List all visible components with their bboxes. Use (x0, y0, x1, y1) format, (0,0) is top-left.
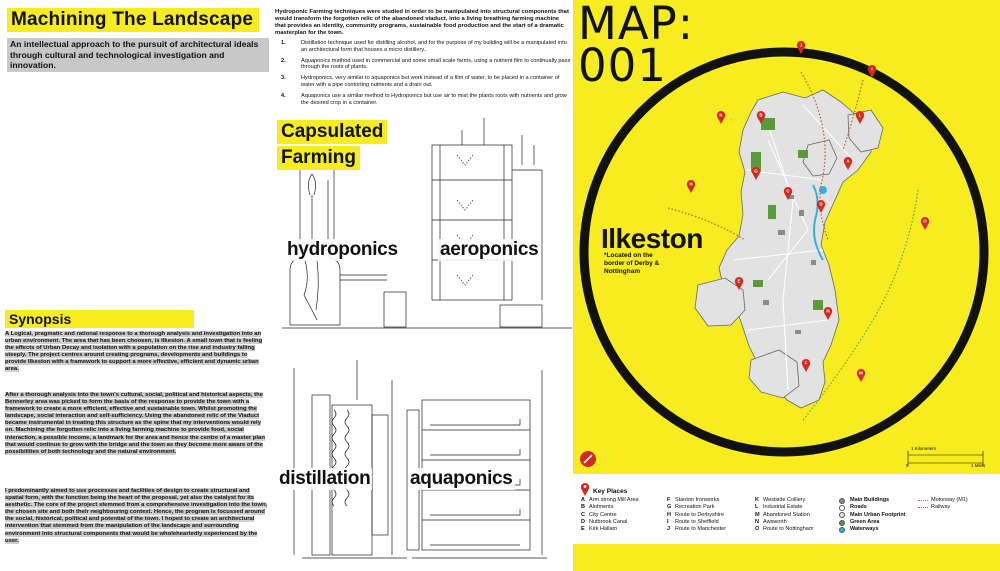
line-legend-item (918, 504, 968, 511)
key-place-item (667, 497, 726, 504)
key-place-letter: H (667, 511, 671, 518)
map-pin-n (823, 306, 833, 320)
synopsis-heading: Synopsis (5, 310, 194, 328)
key-place-name: Route to Derbyshire (675, 511, 724, 518)
key-place-letter: B (581, 504, 585, 511)
svg-text:H: H (689, 181, 693, 187)
legend-swatch (839, 520, 845, 526)
key-place-item (667, 519, 726, 526)
pin-icon (855, 110, 865, 124)
pin-icon (686, 179, 696, 193)
key-place-letter: F (667, 497, 671, 503)
map-pin-c (783, 186, 793, 200)
legend-item (839, 504, 906, 511)
svg-text:C: C (786, 188, 790, 194)
map-pin-h (686, 179, 696, 193)
map-pin-o (920, 216, 930, 230)
left-column (0, 0, 272, 571)
key-places-col-1 (581, 497, 639, 533)
pin-icon (734, 276, 744, 290)
middle-column (272, 0, 574, 571)
list-item (275, 75, 571, 89)
legend-item (839, 519, 906, 526)
legend-label: Roads (850, 504, 867, 511)
legend-item (839, 512, 906, 519)
scale-label-km: 1 Kilometers (911, 446, 937, 451)
key-place-item (581, 497, 639, 504)
map-title-line-2: 001 (578, 39, 667, 92)
list-text: Aquaponics use a similar method to Hydroponics but use air to mist the plants roots with nutrients and grow the desired crop in a container. (301, 92, 567, 106)
key-place-name: Industrial Estate (763, 504, 803, 511)
scale-label-zero: 0 (906, 463, 909, 468)
key-place-name: Kirk Hallam (589, 526, 618, 533)
list-item (275, 58, 571, 72)
key-place-letter: J (667, 526, 671, 533)
aquaponics-drawing (407, 370, 547, 558)
line-swatch (918, 500, 928, 501)
key-place-item (667, 526, 726, 533)
pin-icon (751, 166, 761, 180)
key-place-letter: D (581, 518, 585, 525)
line-swatch (918, 507, 928, 508)
legend-swatch (839, 505, 845, 511)
pin-icon (920, 216, 930, 230)
svg-text:E: E (737, 278, 741, 284)
legend-swatch (839, 527, 845, 533)
synopsis-text: After a thorough analysis into the town's cultural, social, political and historical aspects, the Bennerley area was picked to form the basis of the response to provide the town with a framework to create a more efficient, effective and sustainable town. Whilst promoting the landscape, social interaction and self-sufficiency. Using the abandoned relic of the Viaduct became instrumental in treating this structure as the spine that my interventions would rely on. Machining the forgotten relic into a living farming machine to provide food, social interaction, a possible income, a landmark for the area and hence the centre of a master plan that would continue to grow with the bridge and the town as they become more aware of the possibilities of both technology and the natural environment. (5, 392, 265, 455)
key-place-name: Westside Colliery (763, 497, 806, 503)
list-text: Hydroponics, very similar to aquaponics but work instead of a film of water, to be placed in a container of water with a pipe contorting nutrients and a drain out. (301, 75, 560, 88)
list-number: 1. (281, 40, 286, 46)
key-place-letter: I (667, 518, 669, 525)
key-place-name: Route to Manchester (675, 526, 727, 533)
pin-icon (867, 64, 877, 78)
map-pin-m (856, 368, 866, 382)
section-title (277, 120, 387, 172)
key-place-name: Stanton Ironworks (675, 497, 720, 503)
key-place-letter: E (581, 526, 585, 533)
map-legend (839, 497, 906, 533)
key-place-name: Abandoned Station (763, 511, 810, 518)
key-places-col-3 (755, 497, 813, 533)
list-number: 4. (281, 92, 286, 99)
map-pin-a (843, 156, 853, 170)
svg-text:G: G (754, 168, 758, 174)
map-title-line-1: MAP: (578, 0, 694, 50)
pin-icon (756, 110, 766, 124)
svg-text:N: N (826, 308, 830, 314)
map-pin-e (734, 276, 744, 290)
list-text: Aquaponics method used in commercial and some small scale farms, using a nutrient film to continually pass through the roots of plants. (301, 57, 571, 71)
map-pin-g (751, 166, 761, 180)
key-place-item (755, 504, 813, 511)
technique-list (275, 40, 571, 110)
list-number: 3. (281, 75, 286, 82)
svg-text:B: B (759, 112, 763, 118)
key-place-name: Recreation Park (675, 504, 715, 511)
map-key (573, 474, 1000, 544)
map-panel (573, 0, 1000, 571)
svg-text:F: F (804, 360, 808, 366)
legend-label: Main Urban Footprint (850, 511, 906, 518)
key-place-letter: M (755, 511, 760, 518)
synopsis-paragraph (5, 331, 269, 374)
key-place-name: Route to Sheffield (675, 518, 719, 525)
legend-label: Green Area (850, 518, 880, 525)
list-text: Distillation technique used for distilling alcohol, and for the purpose of my building will be a manipulated into an architectural form that houses a micro distillery.. (301, 40, 567, 53)
synopsis-paragraph (5, 392, 269, 456)
list-item (275, 93, 571, 107)
section-title-line-1: Capsulated (277, 120, 387, 144)
line-legend-label: Motorway (M1) (931, 497, 968, 503)
section-title-line-2: Farming (277, 146, 360, 170)
key-place-letter: C (581, 511, 585, 518)
pin-icon (796, 40, 806, 54)
pin-icon (580, 482, 590, 496)
key-place-item (581, 504, 639, 511)
key-place-item (581, 512, 639, 519)
distillation-drawing (294, 360, 407, 558)
legend-label: Main Buildings (850, 497, 890, 503)
legend-swatch (839, 498, 845, 504)
synopsis-paragraph (5, 488, 269, 545)
map-pin-k (716, 110, 726, 124)
pin-icon (816, 199, 826, 213)
map-pin-i (867, 64, 877, 78)
svg-text:O: O (923, 218, 927, 224)
intro-text: Hydroponic Farming techniques were studied in order to be manipulated into structural components that would transform the forgotten relic of the abandoned viaduct, into a living breathing farming machine that provides an identity, community programs, sustainable food production and the start of a dramatic masterplan for the town. (275, 9, 569, 36)
page-title: Machining The Landscape (7, 8, 259, 32)
aeroponics-drawing (432, 118, 542, 327)
key-place-letter: A (581, 497, 585, 503)
subtitle: An intellectual approach to the pursuit of architectural ideals through cultural and technological investigation and innovation. (7, 38, 269, 72)
map-pin-l (855, 110, 865, 124)
scale-label-miles: 1 Miles (971, 463, 986, 468)
key-place-item (667, 504, 726, 511)
legend-swatch (839, 512, 845, 518)
key-places-col-2 (667, 497, 726, 533)
pin-icon (856, 368, 866, 382)
key-place-name: Alotments (589, 504, 614, 511)
svg-text:M: M (859, 370, 863, 376)
pin-icon (823, 306, 833, 320)
svg-text:A: A (846, 158, 850, 164)
distillation-label: distillation (279, 468, 371, 489)
map-pin-d (816, 199, 826, 213)
legend-item (839, 526, 906, 533)
list-item (275, 40, 571, 54)
key-place-letter: O (755, 526, 760, 533)
line-legend-item (918, 497, 968, 504)
list-number: 2. (281, 57, 286, 64)
pin-icon (716, 110, 726, 124)
aquaponics-label: aquaponics (410, 468, 513, 489)
map-pin-f (801, 358, 811, 372)
key-place-item (667, 512, 726, 519)
town-name: Ilkeston (601, 223, 703, 254)
synopsis-text: I predominantly aimed to use processes and facilities of design to create structural and spatial form, with the function being the heart of the proposal, yet also the catalyst for its aesthetic. The core of the project stemmed from a comprehensive investigation into the town, the chosen site and both their neighbouring context. Hence, the program is focussed around the social, historical, political and potential of the town. I hoped to create an architectural intervention that stemmed from the manipulation of the landscape and surrounding environment into structural components that would be wholeheartedly experienced by the user. (5, 488, 268, 544)
key-place-letter: G (667, 504, 672, 511)
line-legend (918, 497, 968, 512)
town-note: *Located on the border of Derby & Nottingham (604, 252, 660, 275)
map-pin-j (796, 40, 806, 54)
key-place-name: Route to Nottingham (763, 526, 814, 533)
pin-icon (801, 358, 811, 372)
key-place-name: Arm strong Mill Area (589, 497, 639, 503)
key-place-name: City Centre (589, 511, 617, 518)
key-place-letter: L (755, 504, 759, 511)
svg-text:I: I (871, 66, 873, 72)
legend-item (839, 497, 906, 504)
key-place-name: Awsworth (763, 518, 787, 525)
technical-drawings (272, 110, 574, 571)
line-legend-label: Railway (931, 504, 951, 511)
aeroponics-label: aeroponics (440, 239, 539, 260)
legend-label: Waterways (850, 526, 879, 533)
map-pin-b (756, 110, 766, 124)
svg-text:J: J (799, 42, 803, 48)
pin-icon (783, 186, 793, 200)
svg-text:L: L (858, 112, 862, 118)
key-place-name: Nutbrook Canal (589, 518, 628, 525)
key-place-item (581, 526, 639, 533)
svg-text:K: K (719, 112, 723, 118)
synopsis-text: A Logical, pragmatic and rational response to a thorough analysis and investigation into an urban environment. The area that has been choosen, is Ilkeston. A small town that is feeling the effects of Urban Decay and isolation with a population on the rise and industry falling steeply. The project centres around creating programs, developments and buildings to provide Ilkeston with a framework to support a more effective, efficient and dynamic urban area. (5, 331, 263, 373)
key-title: Key Places (593, 488, 628, 495)
key-place-letter: K (755, 497, 759, 503)
key-place-item (755, 526, 813, 533)
key-place-letter: N (755, 518, 759, 525)
key-place-item (755, 497, 813, 504)
key-place-item (581, 519, 639, 526)
hydroponics-label: hydroponics (287, 239, 398, 260)
key-place-item (755, 512, 813, 519)
key-place-item (755, 519, 813, 526)
pin-icon (843, 156, 853, 170)
svg-text:D: D (819, 201, 823, 207)
